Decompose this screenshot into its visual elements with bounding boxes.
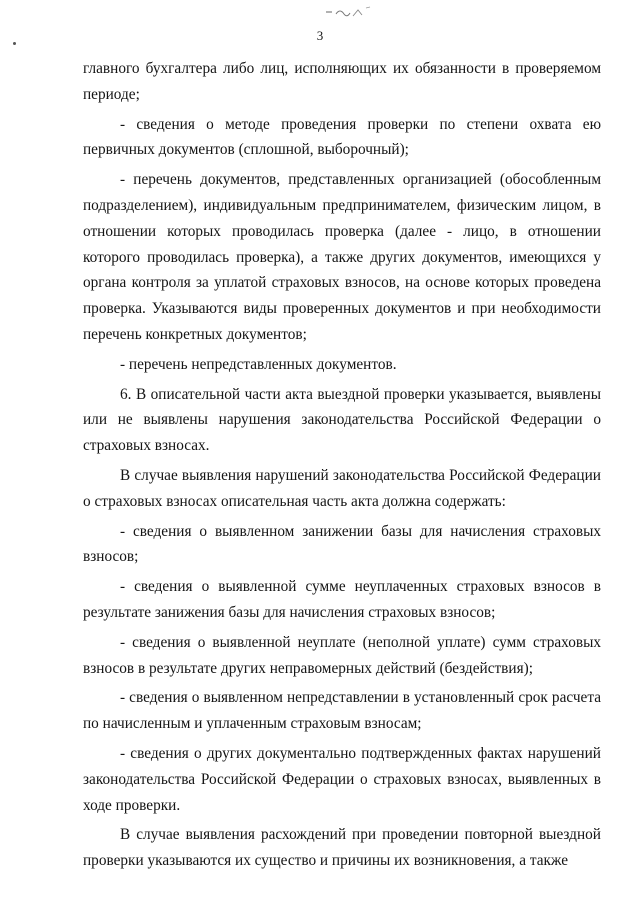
paragraph: - сведения о выявленной сумме неуплаченных страховых взносов в результате занижения базы для начисления страховых взносов; — [83, 578, 601, 621]
page-number: 3 — [316, 28, 324, 43]
paragraph: - сведения о выявленном занижении базы для начисления страховых взносов; — [83, 522, 601, 566]
paragraph: - перечень документов, представленных организацией (обособленным подразделением), индивидуальным предпринимателем, физическим лицом, в отношении которых проводилась проверка (далее - лицо, в отношении которого проводилась проверка), а также других документов, имеющихся у органа контроля за уплатой страховых взносов, на основе которых проведена проверка. Указываются виды проверенных документов и при необходимости перечень конкретных документов; — [83, 171, 601, 343]
handwritten-mark — [322, 4, 374, 22]
document-body — [83, 56, 601, 874]
paragraph: В случае выявления нарушений законодательства Российской Федерации о страховых взносах описательная часть акта должна содержать: — [83, 466, 601, 510]
paragraph: - сведения о выявленном непредставлении в установленный срок расчета по начисленным и уплаченным страховым взносам; — [83, 689, 601, 733]
paragraph: главного бухгалтера либо лиц, исполняющих их обязанности в проверяемом периоде; — [83, 60, 601, 103]
paragraph: 6. В описательной части акта выездной проверки указывается, выявлены или не выявлены нарушения законодательства Российской Федерации о страховых взносах. — [83, 385, 601, 455]
paragraph: - перечень непредставленных документов. — [120, 355, 397, 373]
paragraph: - сведения о выявленной неуплате (неполной уплате) сумм страховых взносов в результате других неправомерных действий (бездействия); — [83, 633, 601, 677]
paragraph: В случае выявления расхождений при проведении повторной выездной проверки указываются их существо и причины их возникновения, а также — [83, 826, 601, 870]
paragraph: - сведения о других документально подтвержденных фактах нарушений законодательства Российской Федерации о страховых взносах, выявленных в ходе проверки. — [83, 744, 601, 814]
paragraph: - сведения о методе проведения проверки по степени охвата ею первичных документов (сплошной, выборочный); — [83, 115, 601, 159]
